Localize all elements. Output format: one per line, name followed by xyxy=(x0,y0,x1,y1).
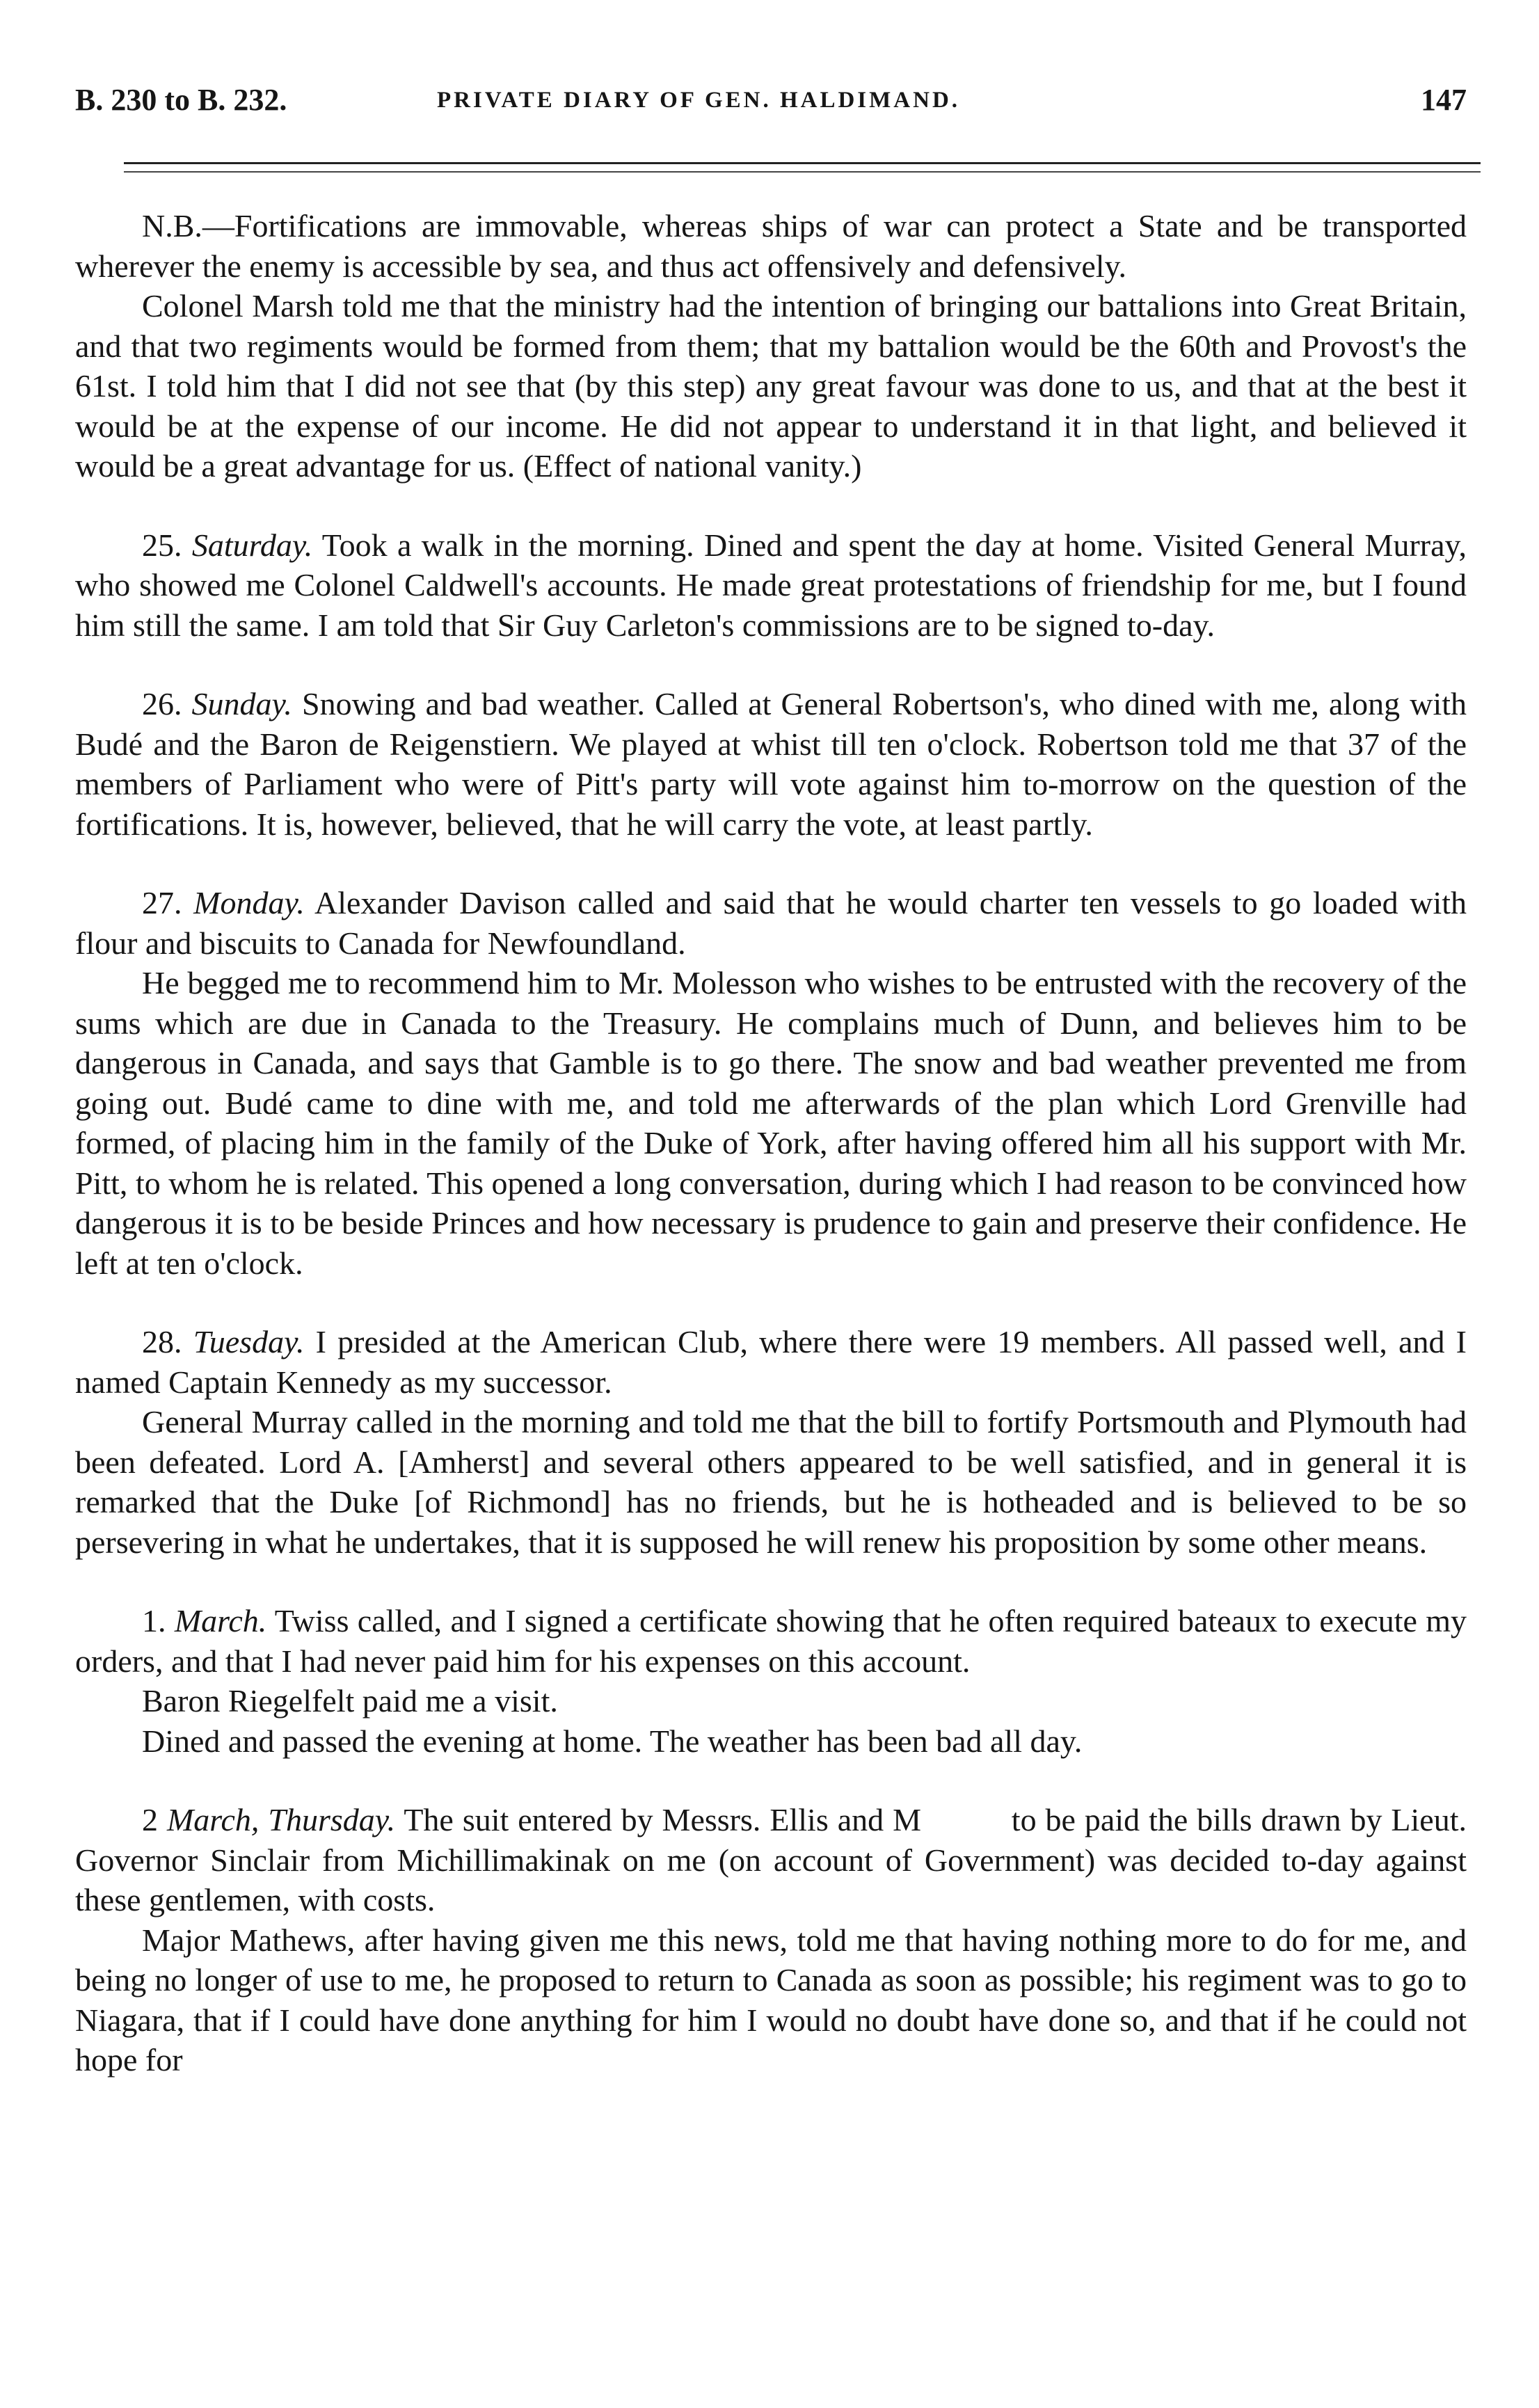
diary-entry-26: 26. Sunday. Snowing and bad weather. Called at General Robertson's, who dined with me, along with Budé and the Baron de Reigenstiern. We played at whist till ten o'clock. Robertson told me that 37 of the members of Parliament who were of Pitt's party will vote against him to-morrow on the question of the fortifications. It is, however, believed, that he will carry the vote, at least partly. xyxy=(75,686,1467,842)
diary-entry-27: 27. Monday. Alexander Davison called and said that he would charter ten vessels to go loaded with flour and biscuits to Canada for Newfoundland. xyxy=(75,885,1467,961)
running-title: PRIVATE DIARY OF GEN. HALDIMAND. xyxy=(437,88,961,113)
running-head xyxy=(75,82,1467,145)
entry-day: Monday. xyxy=(193,885,305,920)
paragraph: General Murray called in the morning and told me that the bill to fortify Portsmouth and Plymouth had been defeated. Lord A. [Amherst] and several others appeared to be well satisfied, and in general it is remarked that the Duke [of Richmond] has no friends, but he is hotheaded and is believed to be so persevering in what he undertakes, that it is supposed he will renew his proposition by some other means. xyxy=(75,1404,1467,1560)
entry-day: Sunday. xyxy=(191,686,292,721)
paragraph: Dined and passed the evening at home. The weather has been bad all day. xyxy=(142,1723,1083,1759)
diary-text xyxy=(75,206,1475,2080)
header-rule-secondary xyxy=(124,171,1481,173)
page-number: 147 xyxy=(1421,83,1467,117)
diary-entry-25: 25. Saturday. Took a walk in the morning. Dined and spent the day at home. Visited General Murray, who showed me Colonel Caldwell's accounts. He made great protestations of friendship for me, but I found him still the same. I am told that Sir Guy Carleton's commissions are to be signed to-day. xyxy=(75,527,1467,643)
diary-entry-march-2: 2 March, Thursday. The suit entered by Messrs. Ellis and M to be paid the bills drawn by Lieut. Governor Sinclair from Michillimakinak on me (on account of Government) was decided to-day against these gentlemen, with costs. xyxy=(75,1802,1475,1917)
paragraph: N.B.—Fortifications are immovable, whereas ships of war can protect a State and be transported wherever the enemy is accessible by sea, and thus act offensively and defensively. xyxy=(75,208,1467,284)
paragraph: Colonel Marsh told me that the ministry had the intention of bringing our battalions into Great Britain, and that two regiments would be formed from them; that my battalion would be the 60th and Provost's the 61st. I told him that I did not see that (by this step) any great favour was done to us, and that at the best it would be at the expense of our income. He did not appear to understand it in that light, and believed it would be a great advantage for us. (Effect of national vanity.) xyxy=(75,288,1467,484)
page xyxy=(75,82,1475,2078)
entry-day: Saturday. xyxy=(191,527,313,563)
header-rule xyxy=(124,162,1481,164)
paragraph: Baron Riegelfelt paid me a visit. xyxy=(142,1683,558,1719)
entry-day: Tuesday. xyxy=(193,1324,305,1360)
diary-entry-28: 28. Tuesday. I presided at the American Club, where there were 19 members. All passed well, and I named Captain Kennedy as my successor. xyxy=(75,1324,1467,1400)
paragraph: Major Mathews, after having given me this news, told me that having nothing more to do for me, and being no longer of use to me, he proposed to return to Canada as soon as possible; his regiment was to go to Niagara, that if I could have done anything for him I would no doubt have done so, and that if he could not hope for xyxy=(75,1922,1467,2078)
diary-entry-march-1: 1. March. Twiss called, and I signed a certificate showing that he often required bateaux to execute my orders, and that I had never paid him for his expenses on this account. xyxy=(75,1603,1467,1679)
document-range: B. 230 to B. 232. xyxy=(75,83,287,117)
entry-day: March, Thursday. xyxy=(166,1802,396,1837)
paragraph: He begged me to recommend him to Mr. Molesson who wishes to be entrusted with the recovery of the sums which are due in Canada to the Treasury. He complains much of Dunn, and believes him to be dangerous in Canada, and says that Gamble is to go there. The snow and bad weather prevented me from going out. Budé came to dine with me, and told me afterwards of the plan which Lord Grenville had formed, of placing him in the family of the Duke of York, after having offered him all his support with Mr. Pitt, to whom he is related. This opened a long conversation, during which I had reason to be convinced how dangerous it is to be beside Princes and how necessary is prudence to gain and preserve their confidence. He left at ten o'clock. xyxy=(75,965,1467,1281)
entry-day: March. xyxy=(174,1603,267,1638)
